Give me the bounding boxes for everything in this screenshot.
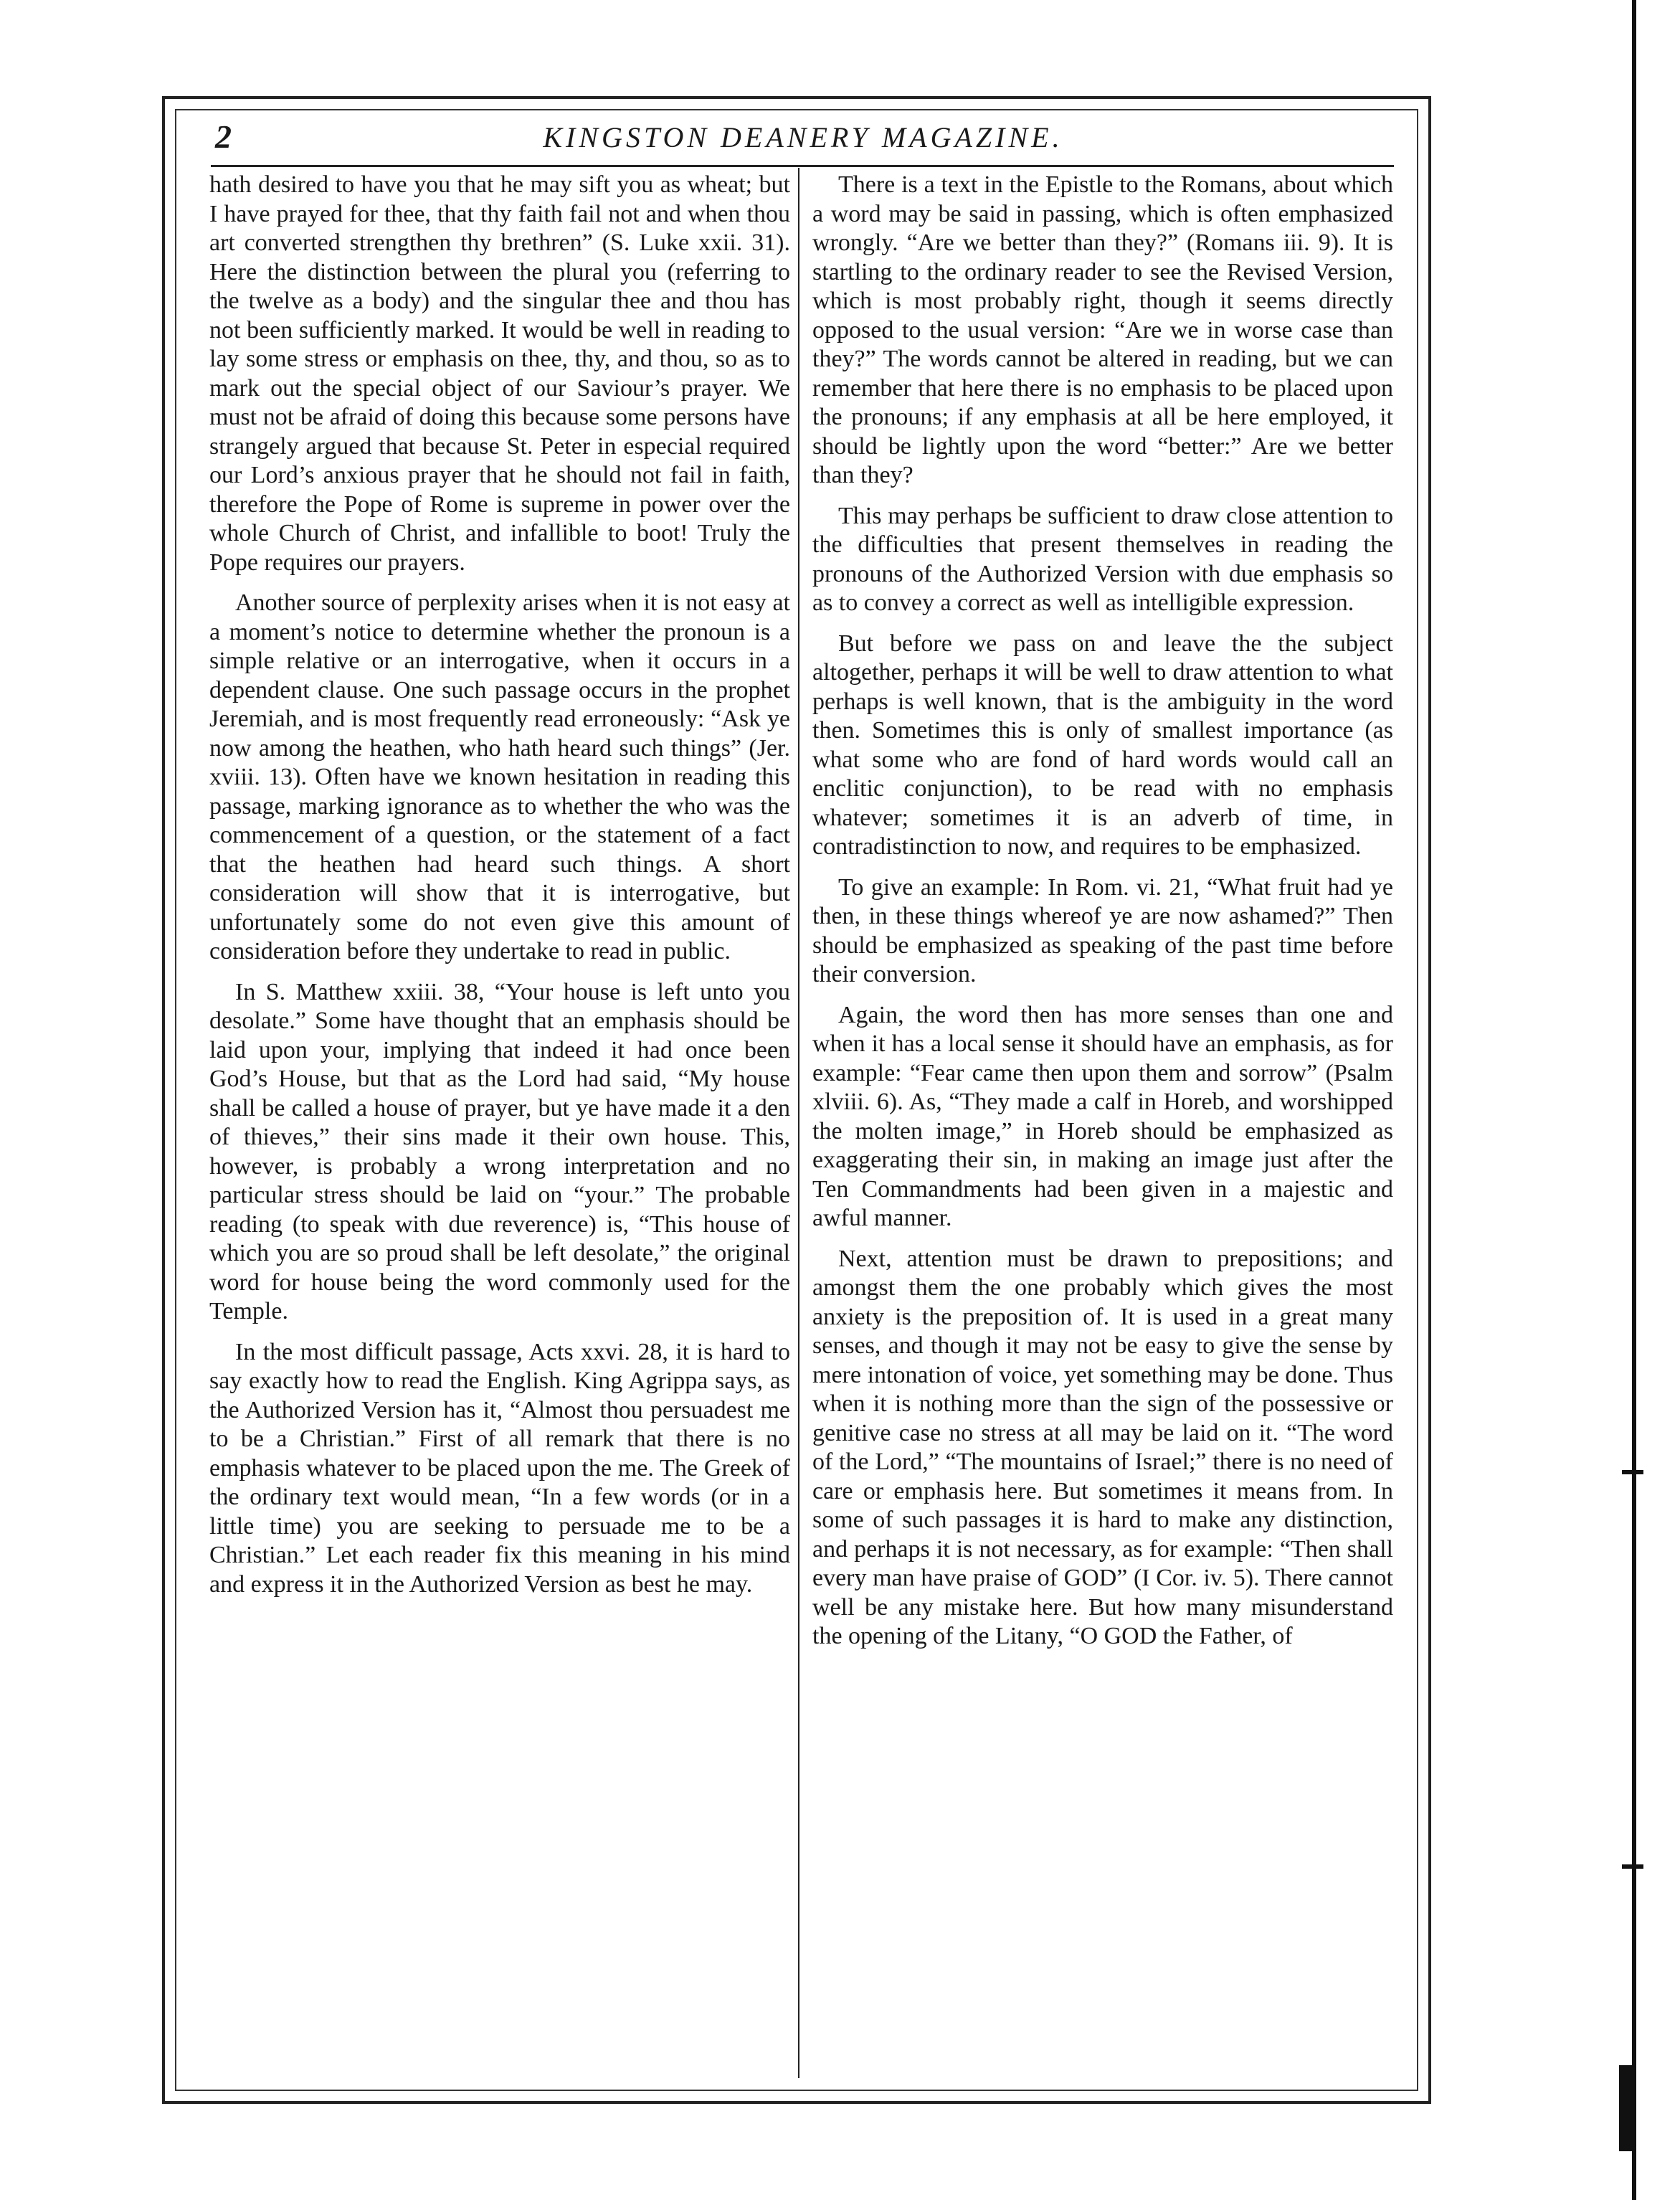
header-rule xyxy=(211,165,1394,167)
paragraph: There is a text in the Epistle to the Romans, about which a word may be said in passing, which is often emphasized wrongly. “Are we better than they?” (Romans iii. 9). It is startling to the ordinary reader to see the Revised Version, which is most probably right, though it seems directly opposed to the usual version: “Are we in worse case than they?” The words cannot be altered in reading, but we can remember that here there is no emphasis to be placed upon the pronouns; if any emphasis at all be here employed, it should be lightly upon the word “better:” Are we better than they? xyxy=(812,171,1393,488)
paragraph: This may perhaps be sufficient to draw close attention to the difficulties that present themselves in reading the pronouns of the Authorized Version with due emphasis so as to convey a correct as well as intelligible expression. xyxy=(812,502,1393,616)
right-column xyxy=(812,171,1393,1663)
paragraph: Another source of perplexity arises when it is not easy at a moment’s notice to determine whether the pronoun is a simple relative or an interrogative, when it occurs in a dependent clause. One such passage occurs in the prophet Jeremiah, and is most frequently read erroneously: “Ask ye now among the heathen, who hath heard such things” (Jer. xviii. 13). Often have we known hesitation in reading this passage, marking ignorance as to whether the who was the commencement of a question, or the statement of a fact that the heathen had heard such things. A short consideration will show that it is interrogative, but unfortunately some do not even give this amount of consideration before they undertake to read in public. xyxy=(209,589,790,964)
paragraph: Next, attention must be drawn to prepositions; and amongst them the one probably which gives the most anxiety is the preposition of. It is used in a great many senses, and though it may not be easy to give the sense by mere intonation of voice, yet something may be done. Thus when it is nothing more than the sign of the possessive or genitive case no stress at all may be laid on it. “The word of the Lord,” “The mountains of Israel;” there is no need of care or emphasis here. But sometimes it means from. In some of such passages it is hard to make any distinction, and perhaps it is not necessary, as for example: “Then shall every man have praise of GOD” (I Cor. iv. 5). There cannot well be any mistake here. But how many misunderstand the opening of the Litany, “O GOD the Father, of xyxy=(812,1245,1393,1649)
page-number: 2 xyxy=(215,118,232,155)
paragraph: hath desired to have you that he may sift you as wheat; but I have prayed for thee, that thy faith fail not and when thou art converted strengthen thy brethren” (S. Luke xxii. 31). Here the distinction between the plural you (referring to the twelve as a body) and the singular thee and thou has not been sufficiently marked. It would be well in reading to lay some stress or emphasis on thee, thy, and thou, so as to mark out the special object of our Saviour’s prayer. We must not be afraid of doing this because some persons have strangely argued that because St. Peter in especial required our Lord’s anxious prayer that he should not fail in faith, therefore the Pope of Rome is supreme in power over the whole Church of Christ, and infallible to boot! Truly the Pope requires our prayers. xyxy=(209,171,790,576)
paragraph: In S. Matthew xxiii. 38, “Your house is left unto you desolate.” Some have thought that an emphasis should be laid upon your, implying that indeed it had once been God’s House, but that as the Lord had said, “My house shall be called a house of prayer, but ye have made it a den of thieves,” their sins made it their own house. This, however, is probably a wrong interpretation and no particular stress should be laid on “your.” The probable reading (to speak with due reverence) is, “This house of which you are so proud shall be left desolate,” the original word for house being the word commonly used for the Temple. xyxy=(209,978,790,1324)
running-title: KINGSTON DEANERY MAGAZINE. xyxy=(543,121,1063,153)
binding-edge-mark xyxy=(1622,1864,1643,1869)
paragraph: Again, the word then has more senses than one and when it has a local sense it should have an emphasis, as for example: “Fear came then upon them and sorrow” (Psalm xlviii. 6). As, “They made a calf in Horeb, and worshipped the molten image,” in Horeb should be emphasized as exaggerating their sin, in making an image just after the Ten Commandments had been given in a majestic and awful manner. xyxy=(812,1001,1393,1231)
binding-edge-mark xyxy=(1622,1470,1643,1474)
left-column xyxy=(209,171,790,1611)
paragraph: To give an example: In Rom. vi. 21, “What fruit had ye then, in these things whereof ye are now ashamed?” Then should be emphasized as speaking of the past time before their conversion. xyxy=(812,873,1393,987)
paragraph: But before we pass on and leave the the subject altogether, perhaps it will be well to draw attention to what perhaps is well known, that is the ambiguity in the word then. Sometimes this is only of smallest importance (as what some who are fond of hard words would call an enclitic conjunction), to be read with no emphasis whatever; sometimes it is an adverb of time, in contradistinction to now, and requires to be emphasized. xyxy=(812,630,1393,860)
page-header xyxy=(215,120,1391,156)
paragraph: In the most difficult passage, Acts xxvi. 28, it is hard to say exactly how to read the English. King Agrippa says, as the Authorized Version has it, “Almost thou persuadest me to be a Christian.” First of all remark that there is no emphasis whatever to be placed upon the me. The Greek of the ordinary text would mean, “In a few words (or in a little time) you are seeking to persuade me to be a Christian.” Let each reader fix this meaning in his mind and express it in the Authorized Version as best he may. xyxy=(209,1338,790,1598)
binding-edge-line xyxy=(1628,0,1645,2200)
binding-edge-mark xyxy=(1619,2065,1633,2151)
column-divider xyxy=(798,168,799,2078)
